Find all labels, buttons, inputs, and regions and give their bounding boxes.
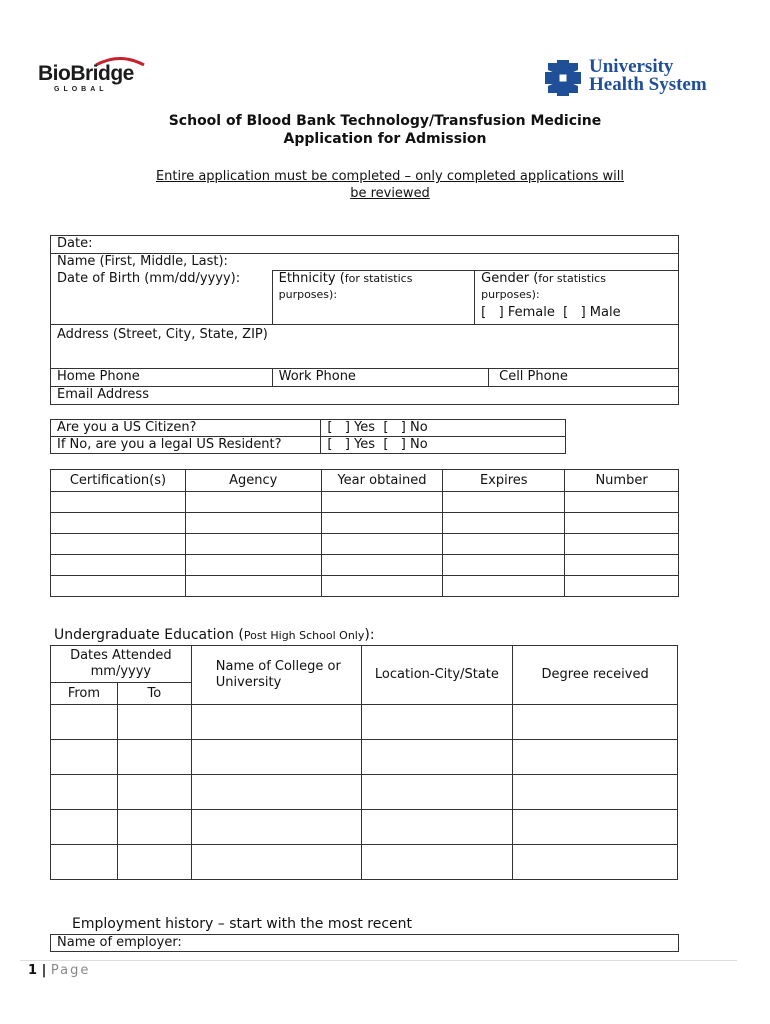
table-cell[interactable] [321,492,443,513]
page-number: 1 [28,963,38,978]
table-cell[interactable] [321,555,443,576]
name-label: Name (First, Middle, Last): [57,254,228,269]
biobridge-subtitle: GLOBAL [54,86,108,93]
completion-note-line2: be reviewed [350,186,430,201]
cert-header-certification: Certification(s) [51,470,186,492]
citizenship-table [50,419,566,454]
table-cell[interactable] [361,845,513,880]
table-cell[interactable] [513,740,678,775]
cert-header-number: Number [565,470,679,492]
table-cell[interactable] [443,513,565,534]
table-cell[interactable] [361,775,513,810]
table-cell[interactable] [191,810,361,845]
work-phone-field[interactable] [272,369,489,387]
date-field[interactable] [51,236,679,254]
table-cell[interactable] [51,555,186,576]
dob-field[interactable] [51,271,273,325]
gender-checkboxes[interactable]: [ ] Female [ ] Male [481,305,621,320]
certifications-table [50,469,679,597]
table-cell[interactable] [117,845,191,880]
table-cell[interactable] [565,492,679,513]
table-cell[interactable] [185,513,321,534]
table-cell[interactable] [191,705,361,740]
page-label: Page [50,963,91,978]
table-cell[interactable] [51,810,118,845]
personal-info-table [50,235,679,405]
table-cell[interactable] [51,492,186,513]
table-cell[interactable] [185,576,321,597]
home-phone-field[interactable] [51,369,273,387]
table-cell[interactable] [513,810,678,845]
table-cell[interactable] [185,534,321,555]
cert-header-agency: Agency [185,470,321,492]
table-row [51,810,678,845]
uhs-name-line1: University [589,56,674,77]
ethnicity-note-2: purposes): [278,288,338,301]
to-header: To [117,683,191,705]
cell-phone-field[interactable] [489,369,679,387]
dates-attended-header [51,646,192,683]
ethnicity-note: for statistics [344,272,413,285]
table-cell[interactable] [443,534,565,555]
employer-name-field[interactable] [51,935,679,952]
uhs-star-icon [544,60,582,96]
table-row [51,845,678,880]
table-cell[interactable] [51,534,186,555]
work-phone-label: Work Phone [278,369,356,384]
table-cell[interactable] [51,845,118,880]
table-cell[interactable] [185,555,321,576]
resident-checkboxes[interactable]: [ ] Yes [ ] No [321,437,566,454]
table-row [51,740,678,775]
cert-header-year: Year obtained [321,470,443,492]
employment-table [50,934,679,952]
table-cell[interactable] [191,845,361,880]
table-cell[interactable] [51,576,186,597]
table-cell[interactable] [51,775,118,810]
degree-header: Degree received [513,646,678,705]
gender-field[interactable] [475,271,679,325]
education-section-label [54,627,375,643]
email-label: Email Address [57,387,149,402]
table-cell[interactable] [565,534,679,555]
location-header: Location-City/State [361,646,513,705]
home-phone-label: Home Phone [57,369,140,384]
biobridge-wordmark: BioBridge [38,62,134,85]
college-header [191,646,361,705]
date-label: Date: [57,236,93,251]
dob-label: Date of Birth (mm/dd/yyyy): [57,270,241,286]
table-cell[interactable] [117,740,191,775]
table-cell[interactable] [51,740,118,775]
table-cell[interactable] [321,513,443,534]
gender-note-2: purposes): [481,288,540,301]
education-table [50,645,678,880]
footer-separator: | [37,963,51,978]
gender-note: for statistics [538,272,606,285]
from-header: From [51,683,118,705]
table-cell[interactable] [513,775,678,810]
table-cell[interactable] [513,705,678,740]
table-row [51,492,679,513]
table-row [51,513,679,534]
table-cell[interactable] [117,775,191,810]
page-footer [28,963,90,978]
citizen-question: Are you a US Citizen? [51,420,321,437]
table-cell[interactable] [191,740,361,775]
page-subtitle: Application for Admission [283,131,487,147]
table-cell[interactable] [361,705,513,740]
ethnicity-field[interactable] [272,271,475,325]
table-cell[interactable] [321,576,443,597]
citizen-checkboxes[interactable]: [ ] Yes [ ] No [321,420,566,437]
cell-phone-label: Cell Phone [499,369,568,384]
dates-format-label: mm/yyyy [90,664,152,679]
cert-header-expires: Expires [443,470,565,492]
uhs-name-line2: Health System [589,74,707,95]
dates-attended-label: Dates Attended [70,648,172,663]
employer-name-label: Name of employer: [57,935,182,950]
uhs-logo [544,58,744,98]
email-field[interactable] [51,387,679,405]
table-cell[interactable] [117,810,191,845]
address-field[interactable] [51,325,679,369]
table-cell[interactable] [513,845,678,880]
completion-note-line1: Entire application must be completed – only completed applications will [155,169,625,184]
education-label-end: ): [364,627,375,643]
education-label: Undergraduate Education ( [54,627,244,643]
biobridge-logo [38,56,158,96]
table-cell[interactable] [565,576,679,597]
college-label: Name of College or [215,659,341,674]
table-cell[interactable] [565,555,679,576]
college-label-2: University [215,675,282,690]
footer-divider [20,960,737,961]
table-row [51,555,679,576]
table-cell[interactable] [361,740,513,775]
table-row [51,534,679,555]
table-cell[interactable] [117,705,191,740]
table-row [51,576,679,597]
table-cell[interactable] [185,492,321,513]
table-cell[interactable] [51,513,186,534]
table-cell[interactable] [443,492,565,513]
table-cell[interactable] [51,705,118,740]
table-cell[interactable] [191,775,361,810]
gender-label: Gender ( [481,271,539,286]
resident-question: If No, are you a legal US Resident? [51,437,321,454]
table-row [51,775,678,810]
table-cell[interactable] [565,513,679,534]
ethnicity-label: Ethnicity ( [278,271,345,286]
table-cell[interactable] [443,555,565,576]
page-title: School of Blood Bank Technology/Transfusion Medicine [168,113,602,129]
employment-section-label: Employment history – start with the most recent [72,916,413,932]
table-row [51,705,678,740]
table-cell[interactable] [361,810,513,845]
table-cell[interactable] [321,534,443,555]
name-field[interactable] [51,254,679,271]
address-label: Address (Street, City, State, ZIP) [57,327,268,342]
education-label-note: Post High School Only [243,629,365,642]
table-cell[interactable] [443,576,565,597]
